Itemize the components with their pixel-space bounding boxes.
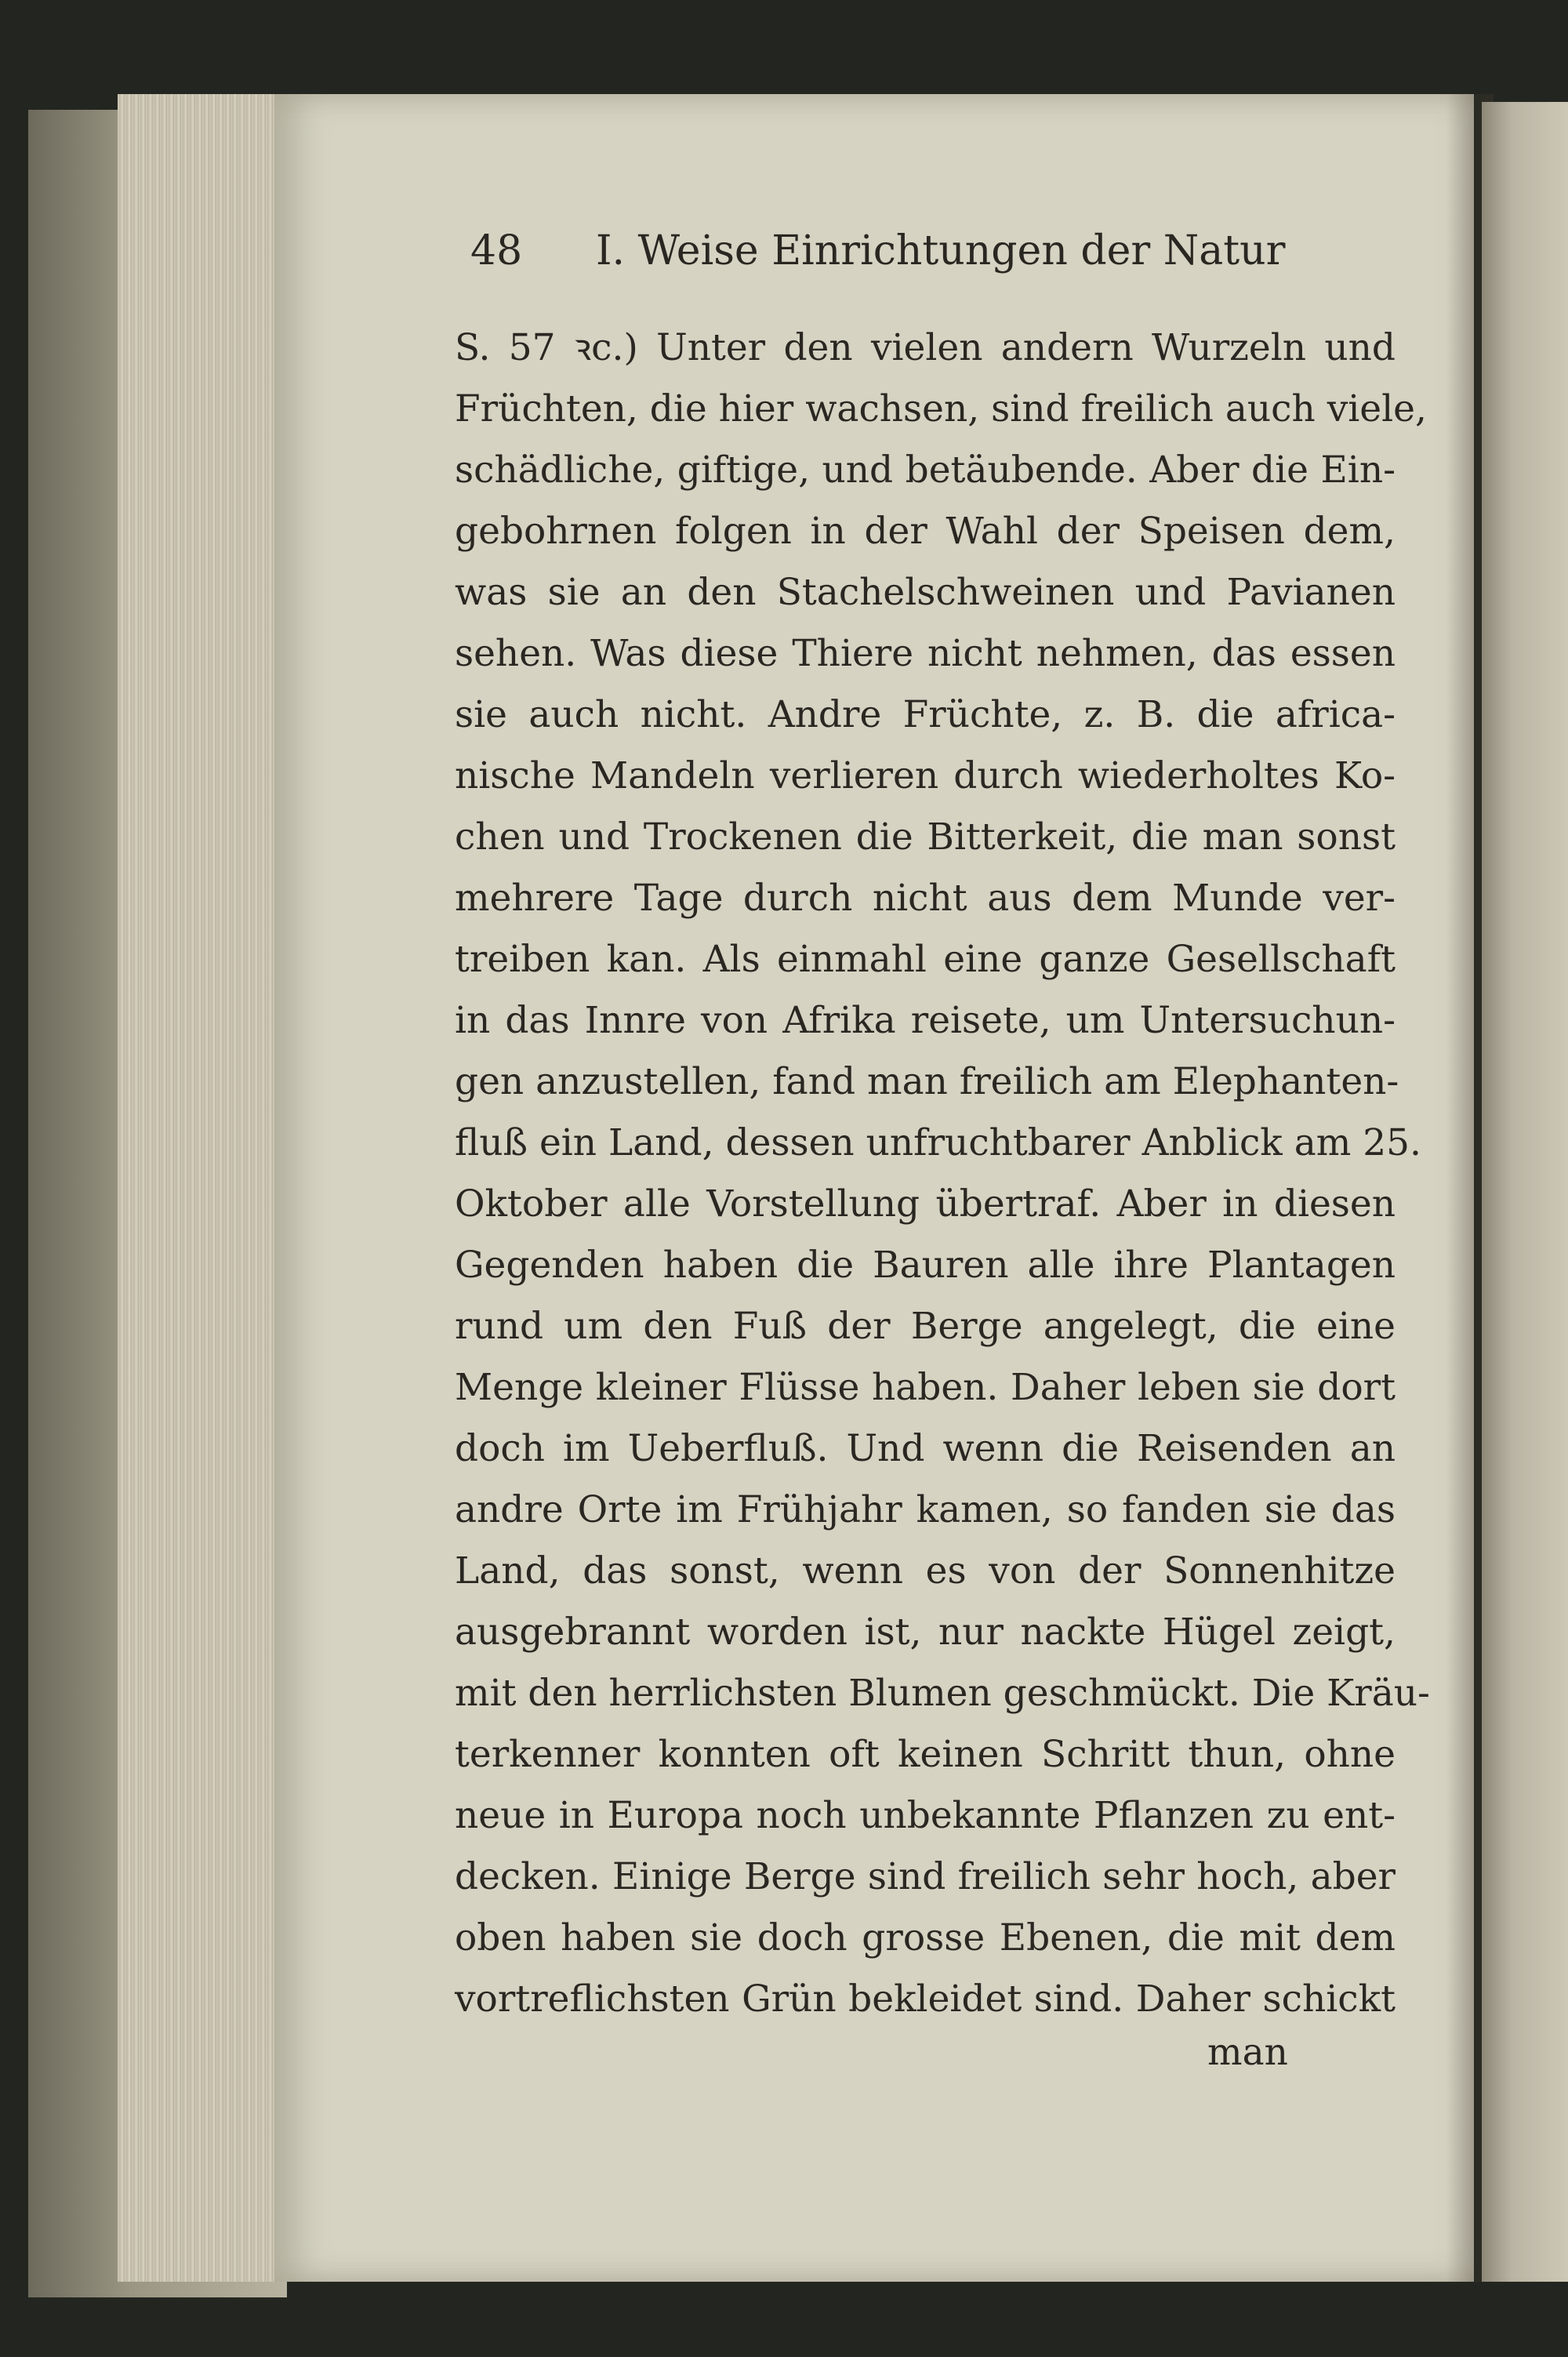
body-text: [455, 318, 1430, 2030]
text-line: mit den herrlichsten Blumen geschmückt. Die Kräu-: [455, 1672, 1430, 1715]
text-line: gen anzustellen, fand man freilich am Elephanten-: [455, 1060, 1399, 1103]
text-line: in das Innre von Afrika reisete, um Untersuchun-: [455, 999, 1396, 1042]
text-line: S. 57 ꝛc.) Unter den vielen andern Wurzeln und: [455, 326, 1396, 369]
text-line: was sie an den Stachelschweinen und Pavianen: [455, 571, 1396, 614]
text-line: terkenner konnten oft keinen Schritt thun, ohne: [455, 1733, 1396, 1776]
text-line: Menge kleiner Flüsse haben. Daher leben sie dort: [455, 1366, 1396, 1409]
text-line: sie auch nicht. Andre Früchte, z. B. die africa-: [455, 693, 1396, 736]
text-line: chen und Trockenen die Bitterkeit, die man sonst: [455, 815, 1396, 859]
text-line: Land, das sonst, wenn es von der Sonnenhitze: [455, 1549, 1396, 1593]
text-line: andre Orte im Frühjahr kamen, so fanden sie das: [455, 1488, 1396, 1531]
page-number: 48: [470, 227, 523, 274]
text-line: ausgebrannt worden ist, nur nackte Hügel zeigt,: [455, 1611, 1396, 1654]
text-line: vortreflichsten Grün bekleidet sind. Daher schickt: [455, 1977, 1396, 2021]
text-line: Gegenden haben die Bauren alle ihre Plantagen: [455, 1244, 1396, 1287]
text-line: treiben kan. Als einmahl eine ganze Gesellschaft: [455, 938, 1396, 981]
text-line: Oktober alle Vorstellung übertraf. Aber in diesen: [455, 1182, 1396, 1226]
text-line: schädliche, giftige, und betäubende. Aber die Ein-: [455, 449, 1396, 492]
catchword: man: [1207, 2031, 1288, 2074]
facing-page-edge: [1482, 102, 1568, 2282]
text-line: gebohrnen folgen in der Wahl der Speisen dem,: [455, 510, 1396, 553]
text-line: oben haben sie doch grosse Ebenen, die mit dem: [455, 1916, 1396, 1959]
text-line: mehrere Tage durch nicht aus dem Munde ver-: [455, 877, 1396, 920]
text-line: neue in Europa noch unbekannte Pflanzen zu ent-: [455, 1794, 1396, 1837]
running-title: I. Weise Einrichtungen der Natur: [596, 227, 1286, 274]
text-line: fluß ein Land, dessen unfruchtbarer Anblick am 25.: [455, 1121, 1421, 1164]
text-line: rund um den Fuß der Berge angelegt, die eine: [455, 1305, 1396, 1348]
text-line: sehen. Was diese Thiere nicht nehmen, das essen: [455, 632, 1396, 675]
text-line: decken. Einige Berge sind freilich sehr hoch, aber: [455, 1855, 1396, 1898]
text-line: doch im Ueberfluß. Und wenn die Reisenden an: [455, 1427, 1396, 1470]
page-stack-edges: [118, 94, 290, 2282]
text-line: Früchten, die hier wachsen, sind freilich auch viele,: [455, 387, 1427, 430]
page-header: [470, 227, 1294, 290]
text-line: nische Mandeln verlieren durch wiederholtes Ko-: [455, 754, 1396, 797]
